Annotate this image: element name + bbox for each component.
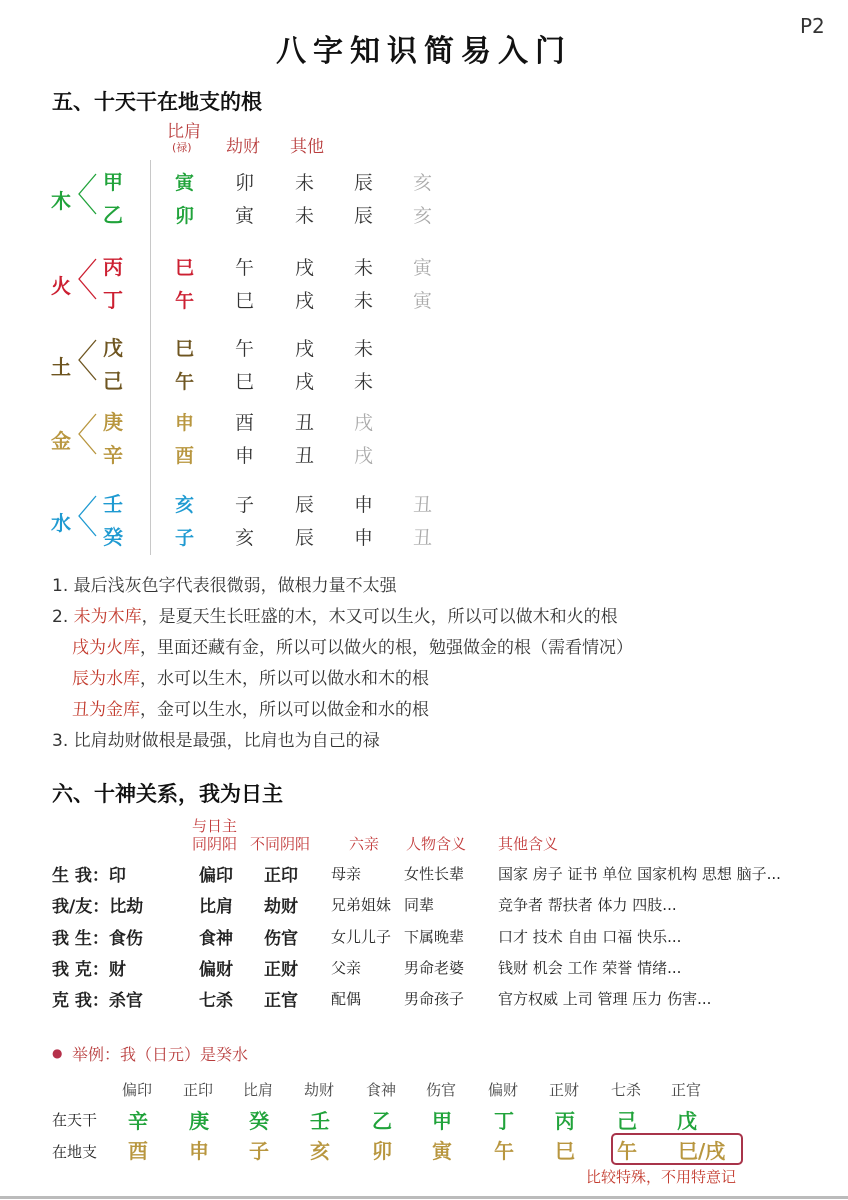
example-stem: 庚 (189, 1109, 209, 1133)
example-branch: 卯 (372, 1139, 392, 1163)
example-header-cell: 正财 (549, 1081, 580, 1099)
note-4-text: ，水可以生木，所以可以做水和木的根 (140, 669, 429, 689)
ten-gods-same: 比肩 (199, 897, 233, 917)
branch-cell: 午 (175, 371, 195, 393)
example-stem: 甲 (432, 1109, 452, 1133)
example-stem: 戊 (677, 1109, 697, 1133)
example-branch: 寅 (432, 1139, 452, 1163)
branch-cell: 辰 (295, 494, 315, 516)
ten-gods-label: 我 生：食伤 (52, 929, 143, 949)
ten-gods-diff: 劫财 (264, 897, 298, 917)
example-header-cell: 正印 (183, 1081, 214, 1099)
example-title: 举例：我（日元）是癸水 (72, 1045, 249, 1064)
branch-cell: 戌 (354, 445, 374, 467)
example-branch: 亥 (310, 1139, 330, 1163)
col-header-jiecai: 劫财 (226, 137, 260, 157)
element-label: 火 (51, 274, 71, 298)
example-branch: 酉 (128, 1139, 148, 1163)
stem-label: 丁 (103, 288, 123, 312)
example-stem: 丙 (555, 1109, 575, 1133)
branch-cell: 午 (235, 257, 255, 279)
element-label: 水 (51, 511, 71, 535)
ten-gods-same: 七杀 (199, 991, 233, 1011)
header-renwu: 人物含义 (406, 835, 467, 853)
example-branch: 午 (494, 1139, 514, 1163)
example-branch: 子 (249, 1139, 269, 1163)
page-title: 八字知识简易入门 (276, 34, 572, 69)
stem-label: 庚 (103, 410, 123, 434)
note-6: 3. 比肩劫财做根是最强，比肩也为自己的禄 (52, 731, 380, 751)
ten-gods-renwu: 同辈 (404, 896, 435, 914)
branch-cell: 巳 (235, 290, 255, 312)
page-number: P2 (800, 14, 825, 38)
example-header-cell: 七杀 (611, 1081, 642, 1099)
ten-gods-renwu: 下属晚辈 (404, 928, 465, 946)
branch-cell: 丑 (295, 412, 315, 434)
ten-gods-liuqin: 兄弟姐妹 (331, 896, 392, 914)
ten-gods-diff: 伤官 (264, 929, 298, 949)
example-stem: 壬 (310, 1109, 330, 1133)
header-qita: 其他含义 (498, 835, 559, 853)
example-row-label: 在地支 (52, 1143, 98, 1161)
note-2 (52, 602, 618, 627)
bullet-icon: ● (52, 1046, 63, 1060)
note-2-prefix: 2. (52, 607, 74, 627)
ten-gods-qita: 钱财 机会 工作 荣誉 情绪... (498, 959, 682, 977)
ten-gods-liuqin: 配偶 (331, 990, 362, 1008)
branch-cell: 辰 (295, 527, 315, 549)
example-row-label: 在天干 (52, 1111, 98, 1129)
branch-cell: 亥 (175, 494, 195, 516)
note-5 (72, 695, 429, 720)
example-stem: 癸 (249, 1109, 269, 1133)
branch-cell: 寅 (413, 257, 433, 279)
column-divider (150, 160, 151, 555)
branch-cell: 丑 (295, 445, 315, 467)
note-3 (72, 633, 633, 658)
stem-label: 甲 (103, 170, 123, 194)
branch-cell: 申 (354, 527, 374, 549)
branch-cell: 未 (354, 290, 374, 312)
note-4 (72, 664, 429, 689)
header-same-top: 与日主 (192, 817, 238, 835)
branch-cell: 戌 (295, 290, 315, 312)
ten-gods-same: 偏财 (199, 960, 233, 980)
ten-gods-label: 我/友：比劫 (52, 897, 144, 917)
branch-cell: 巳 (235, 371, 255, 393)
bracket-icon (74, 171, 100, 217)
ten-gods-qita: 国家 房子 证书 单位 国家机构 思想 脑子... (498, 865, 781, 883)
stem-label: 辛 (103, 443, 123, 467)
col-header-qita: 其他 (290, 137, 324, 157)
branch-cell: 子 (235, 494, 255, 516)
branch-cell: 寅 (235, 205, 255, 227)
branch-cell: 戌 (295, 371, 315, 393)
branch-cell: 卯 (235, 172, 255, 194)
ten-gods-diff: 正财 (264, 960, 298, 980)
branch-cell: 子 (175, 527, 195, 549)
stem-label: 壬 (103, 492, 123, 516)
special-note: 比较特殊，不用特意记 (586, 1168, 737, 1186)
branch-cell: 未 (354, 257, 374, 279)
ten-gods-same: 偏印 (199, 866, 233, 886)
note-1: 1. 最后浅灰色字代表很微弱，做根力量不太强 (52, 576, 397, 596)
ten-gods-label: 生 我：印 (52, 866, 126, 886)
example-branch: 午 (617, 1139, 637, 1163)
branch-cell: 戌 (295, 338, 315, 360)
branch-cell: 戌 (354, 412, 374, 434)
ten-gods-liuqin: 父亲 (331, 959, 362, 977)
bottom-divider (0, 1196, 848, 1199)
ten-gods-qita: 官方权威 上司 管理 压力 伤害... (498, 990, 712, 1008)
example-header-cell: 劫财 (304, 1081, 335, 1099)
branch-cell: 戌 (295, 257, 315, 279)
branch-cell: 午 (235, 338, 255, 360)
ten-gods-label: 我 克：财 (52, 960, 126, 980)
stem-label: 戊 (103, 336, 123, 360)
branch-cell: 寅 (413, 290, 433, 312)
branch-cell: 申 (354, 494, 374, 516)
special-highlight-box (611, 1133, 743, 1165)
note-2-text: ，是夏天生长旺盛的木，木又可以生火，所以可以做木和火的根 (141, 607, 618, 627)
branch-cell: 卯 (175, 205, 195, 227)
ten-gods-qita: 竞争者 帮扶者 体力 四肢... (498, 896, 677, 914)
stem-label: 癸 (103, 525, 123, 549)
ten-gods-qita: 口才 技术 自由 口福 快乐... (498, 928, 682, 946)
stem-label: 丙 (103, 255, 123, 279)
example-header-cell: 偏财 (488, 1081, 519, 1099)
bracket-icon (74, 411, 100, 457)
note-2-key: 未为木库 (73, 607, 142, 627)
ten-gods-same: 食神 (199, 929, 233, 949)
header-diff-yinyang: 不同阴阳 (250, 835, 311, 853)
ten-gods-liuqin: 女儿儿子 (331, 928, 392, 946)
header-same-yinyang: 同阴阳 (192, 835, 238, 853)
ten-gods-renwu: 男命孩子 (404, 990, 465, 1008)
branch-cell: 亥 (413, 205, 433, 227)
branch-cell: 未 (354, 371, 374, 393)
bracket-icon (74, 493, 100, 539)
header-liuqin: 六亲 (349, 835, 380, 853)
branch-cell: 寅 (175, 172, 195, 194)
example-stem: 丁 (494, 1109, 514, 1133)
ten-gods-label: 克 我：杀官 (52, 991, 143, 1011)
example-branch: 巳 (555, 1139, 575, 1163)
note-5-key: 丑为金库 (72, 700, 140, 720)
branch-cell: 丑 (413, 494, 433, 516)
branch-cell: 巳 (175, 257, 195, 279)
branch-cell: 申 (235, 445, 255, 467)
branch-cell: 酉 (175, 445, 195, 467)
branch-cell: 酉 (235, 412, 255, 434)
branch-cell: 巳 (175, 338, 195, 360)
example-stem: 辛 (128, 1109, 148, 1133)
note-3-key: 戌为火库 (72, 638, 140, 658)
branch-cell: 未 (295, 205, 315, 227)
example-header-cell: 偏印 (122, 1081, 153, 1099)
ten-gods-diff: 正官 (264, 991, 298, 1011)
col-header-lu: (禄) (172, 141, 192, 154)
branch-cell: 未 (295, 172, 315, 194)
stem-label: 乙 (103, 203, 123, 227)
ten-gods-renwu: 女性长辈 (404, 865, 465, 883)
example-header-cell: 比肩 (243, 1081, 274, 1099)
note-3-text: ，里面还藏有金，所以可以做火的根，勉强做金的根（需看情况） (140, 638, 633, 658)
example-branch: 申 (189, 1139, 209, 1163)
branch-cell: 午 (175, 290, 195, 312)
example-branch: 巳/戌 (678, 1139, 726, 1163)
element-label: 金 (51, 429, 71, 453)
section6-heading: 六、十神关系，我为日主 (52, 782, 283, 806)
example-header-cell: 伤官 (426, 1081, 457, 1099)
branch-cell: 丑 (413, 527, 433, 549)
example-stem: 己 (617, 1109, 637, 1133)
note-5-text: ，金可以生水，所以可以做金和水的根 (140, 700, 429, 720)
branch-cell: 亥 (413, 172, 433, 194)
note-4-key: 辰为水库 (72, 669, 140, 689)
ten-gods-liuqin: 母亲 (331, 865, 362, 883)
element-label: 土 (51, 355, 71, 379)
bracket-icon (74, 337, 100, 383)
branch-cell: 亥 (235, 527, 255, 549)
branch-cell: 申 (175, 412, 195, 434)
example-stem: 乙 (372, 1109, 392, 1133)
stem-label: 己 (103, 369, 123, 393)
col-header-bijian: 比肩 (167, 122, 201, 142)
ten-gods-diff: 正印 (264, 866, 298, 886)
ten-gods-renwu: 男命老婆 (404, 959, 465, 977)
example-header-cell: 食神 (366, 1081, 397, 1099)
element-label: 木 (51, 189, 71, 213)
branch-cell: 辰 (354, 205, 374, 227)
branch-cell: 未 (354, 338, 374, 360)
branch-cell: 辰 (354, 172, 374, 194)
bracket-icon (74, 256, 100, 302)
section5-heading: 五、十天干在地支的根 (52, 90, 262, 114)
example-header-cell: 正官 (671, 1081, 702, 1099)
